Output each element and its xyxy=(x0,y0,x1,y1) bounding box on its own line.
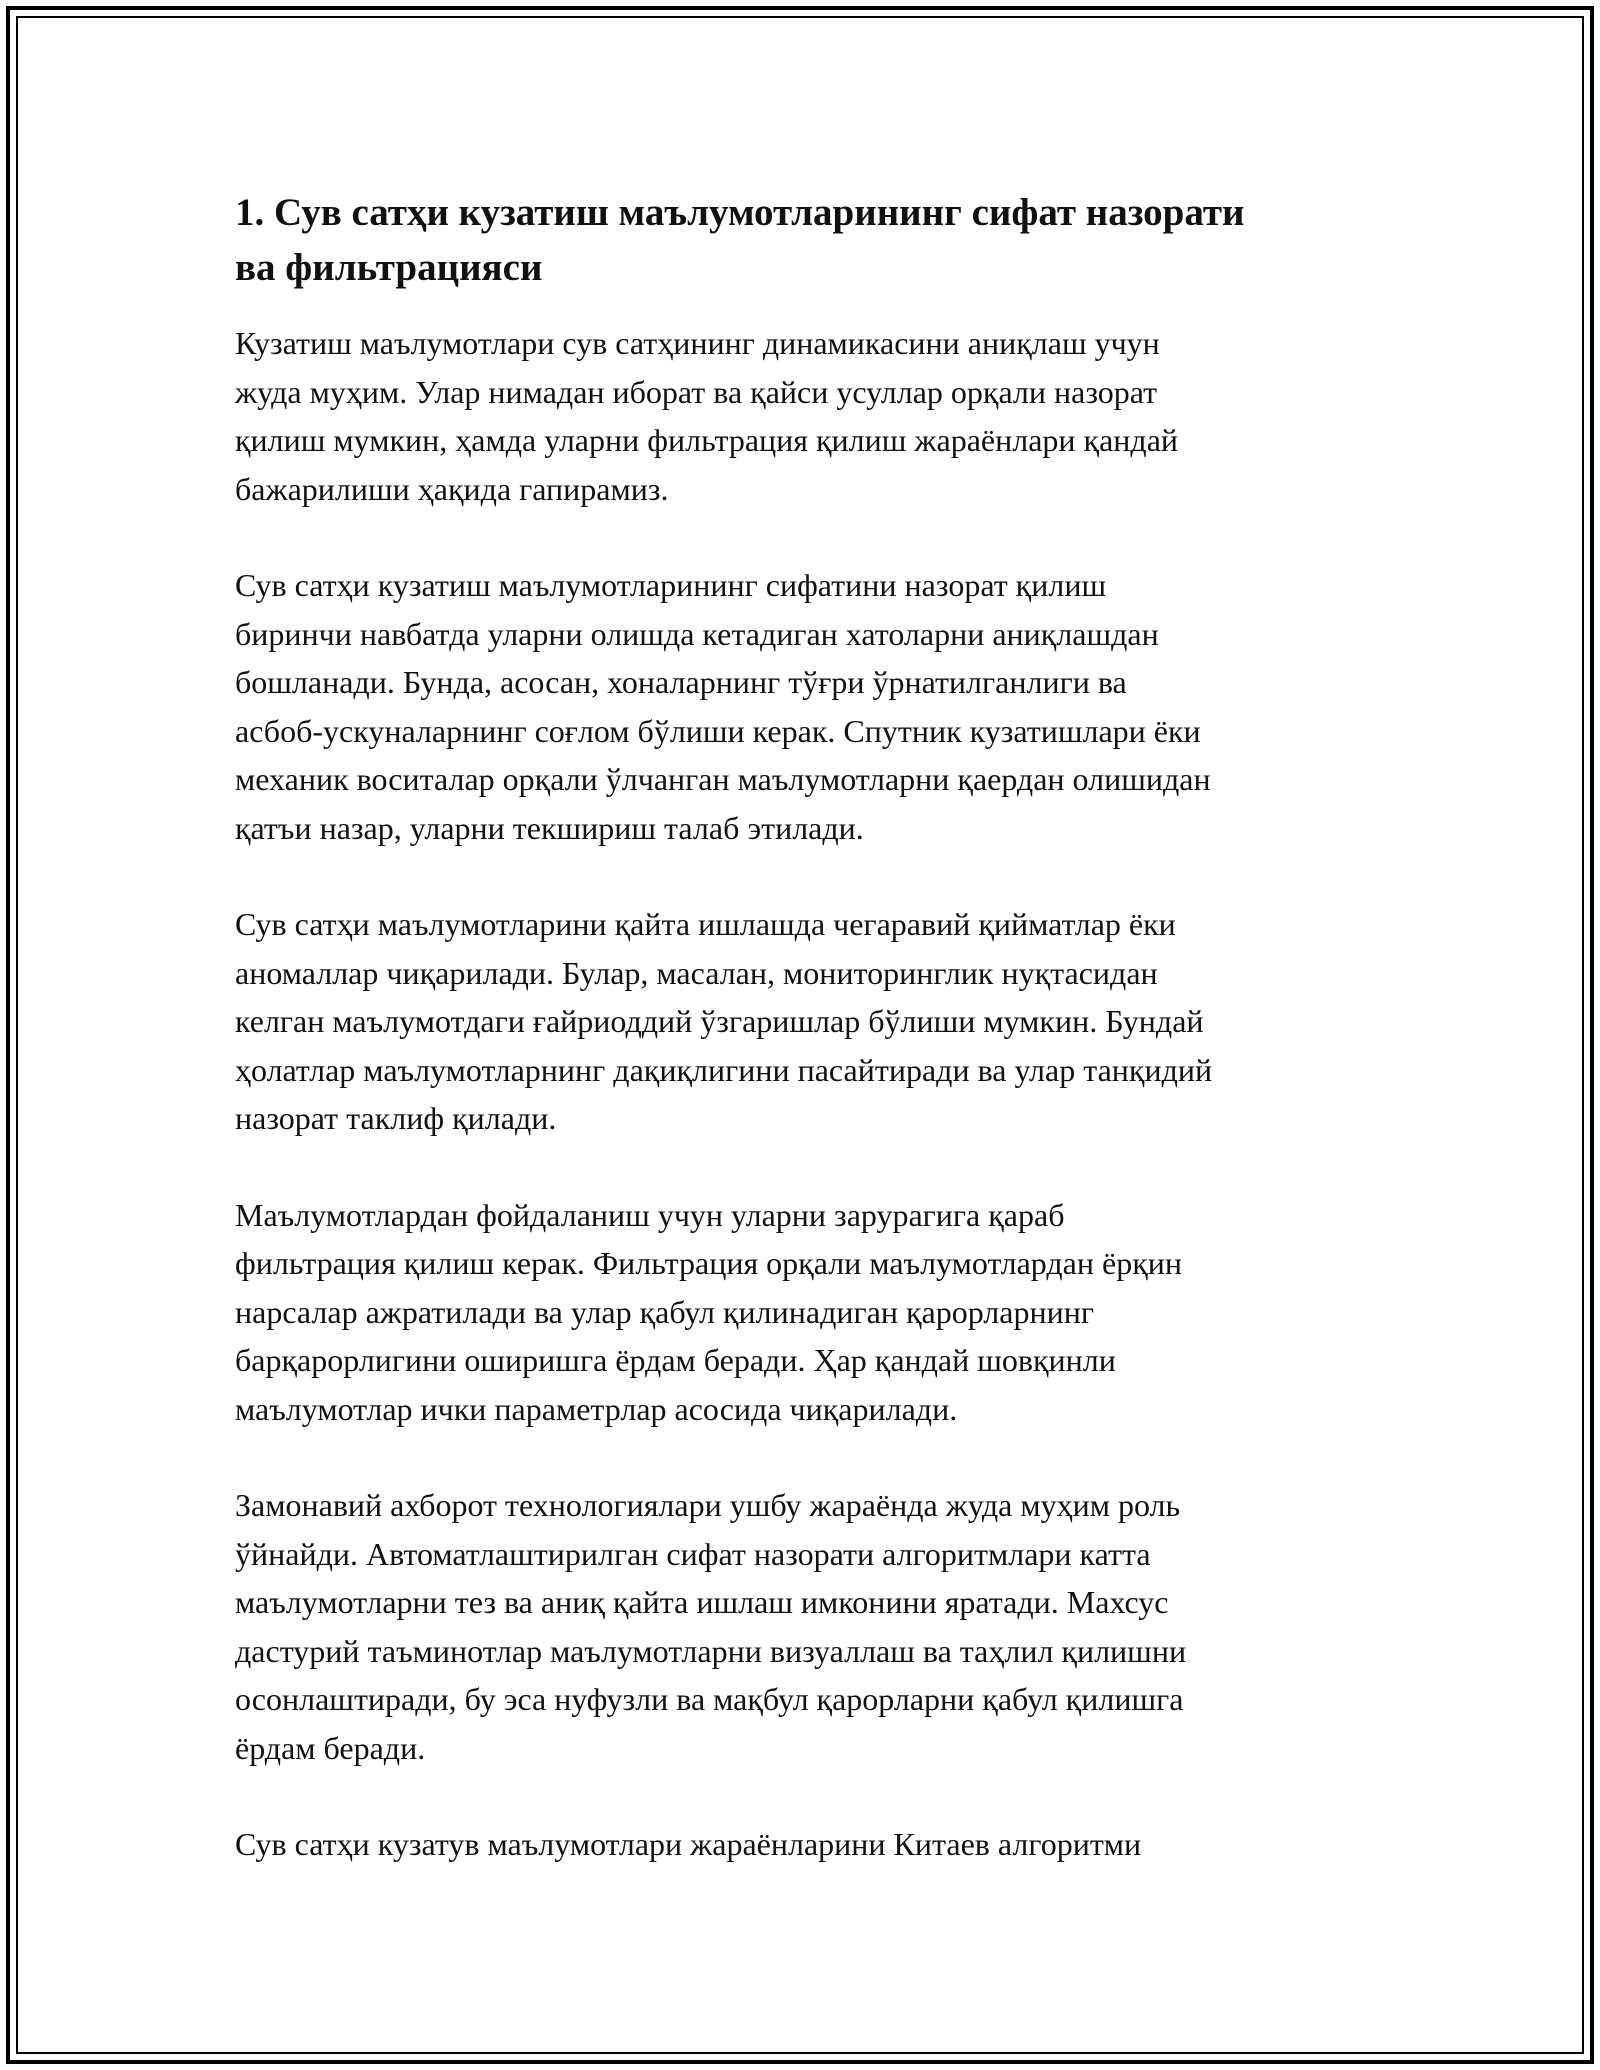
document-body xyxy=(235,185,1370,1917)
paragraph-quality-control: Сув сатҳи кузатиш маълумотларининг сифатини назорат қилиш биринчи навбатда уларни олишда кетадиган хатоларни аниқлашдан бошланади. Бунда, асосан, хоналарнинг тўғри ўрнатилганлиги ва асбоб-ускуналарнинг соғлом бўлиши керак. Спутник кузатишлари ёки механик воситалар орқали ўлчанган маълумотларни қаердан олишидан қатъи назар, уларни текшириш талаб этилади. xyxy=(235,567,1211,846)
section-heading: 1. Сув сатҳи кузатиш маълумотларининг сифат назорати ва фильтрацияси xyxy=(235,191,1245,289)
paragraph-intro: Кузатиш маълумотлари сув сатҳининг динамикасини аниқлаш учун жуда муҳим. Улар нимадан иборат ва қайси усуллар орқали назорат қилиш мумкин, ҳамда уларни фильтрация қилиш жараёнлари қандай бажарилиши ҳақида гапирамиз. xyxy=(235,325,1179,507)
paragraph-anomalies: Сув сатҳи маълумотларини қайта ишлашда чегаравий қийматлар ёки аномаллар чиқарилади. Булар, масалан, мониторинглик нуқтасидан келган маълумотдаги ғайриоддий ўзгаришлар бўлиши мумкин. Бундай ҳолатлар маълумотларнинг дақиқлигини пасайтиради ва улар танқидий назорат таклиф қилади. xyxy=(235,906,1213,1136)
paragraph-technologies: Замонавий ахборот технологиялари ушбу жараёнда жуда муҳим роль ўйнайди. Автоматлаштирилган сифат назорати алгоритмлари катта маълумотларни тез ва аниқ қайта ишлаш имконини яратади. Махсус дастурий таъминотлар маълумотларни визуаллаш ва таҳлил қилишни осонлаштиради, бу эса нуфузли ва мақбул қарорларни қабул қилишга ёрдам беради. xyxy=(235,1487,1187,1766)
paragraph-filtration: Маълумотлардан фойдаланиш учун уларни зарурагига қараб фильтрация қилиш керак. Фильтрация орқали маълумотлардан ёрқин нарсалар ажратилади ва улар қабул қилинадиган қарорларнинг барқарорлигини оширишга ёрдам беради. Ҳар қандай шовқинли маълумотлар ички параметрлар асосида чиқарилади. xyxy=(235,1196,1182,1427)
paragraph-kitaev-algorithm: Сув сатҳи кузатув маълумотлари жараёнларини Китаев алгоритми xyxy=(235,1826,1142,1862)
